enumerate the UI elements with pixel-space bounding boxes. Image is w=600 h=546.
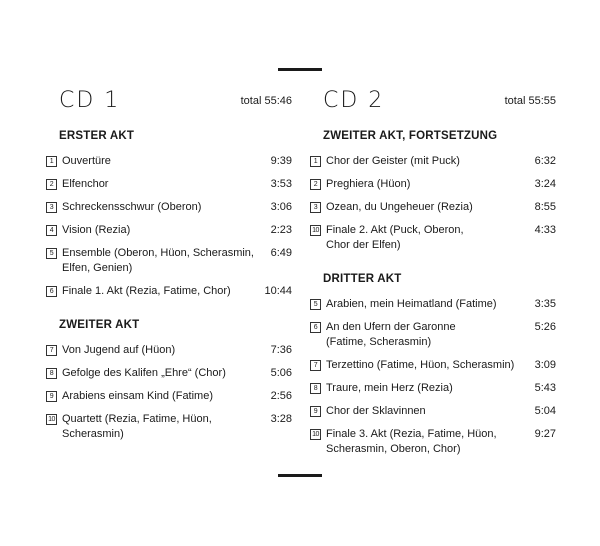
cd2-sections <box>310 128 556 457</box>
track-row <box>46 246 292 276</box>
track-duration: 3:35 <box>534 298 556 310</box>
track-title: Finale 2. Akt (Puck, Oberon, Chor der Elfen) <box>326 224 464 251</box>
track-title: Terzettino (Fatime, Hüon, Scherasmin) <box>326 359 515 371</box>
track-row <box>46 389 292 404</box>
track-row <box>46 177 292 192</box>
cd2-header <box>310 88 556 124</box>
track-number-box: 9 <box>46 391 57 402</box>
track-duration: 5:04 <box>534 405 556 417</box>
track-number-box: 9 <box>310 406 321 417</box>
track-number-box: 4 <box>46 225 57 236</box>
track-row <box>46 223 292 238</box>
track-number-box: 10 <box>46 414 57 425</box>
section-heading: ERSTER AKT <box>59 130 135 142</box>
track-number-box: 7 <box>310 360 321 371</box>
track-row <box>46 154 292 169</box>
track-duration: 5:26 <box>534 321 556 333</box>
track-row <box>46 343 292 358</box>
cd1-column <box>46 88 292 442</box>
track-number-box: 5 <box>310 299 321 310</box>
track-title: Finale 3. Akt (Rezia, Fatime, Hüon, Scherasmin, Oberon, Chor) <box>326 428 497 455</box>
section-heading: ZWEITER AKT <box>59 319 140 331</box>
track-duration: 8:55 <box>534 201 556 213</box>
track-duration: 9:27 <box>534 428 556 440</box>
cd2-total: total 55:55 <box>504 95 556 107</box>
bottom-divider <box>278 474 322 477</box>
track-title: Quartett (Rezia, Fatime, Hüon, Scherasmin) <box>62 413 212 440</box>
track-row <box>310 297 556 312</box>
section-heading: ZWEITER AKT, FORTSETZUNG <box>323 130 498 142</box>
track-duration: 3:53 <box>270 178 292 190</box>
track-number-box: 7 <box>46 345 57 356</box>
track-title: An den Ufern der Garonne (Fatime, Scherasmin) <box>326 321 456 348</box>
track-row <box>310 427 556 457</box>
track-duration: 6:49 <box>270 247 292 259</box>
track-row <box>310 404 556 419</box>
track-duration: 3:06 <box>270 201 292 213</box>
track-duration: 6:32 <box>534 155 556 167</box>
track-title: Chor der Geister (mit Puck) <box>326 155 460 167</box>
track-row <box>310 177 556 192</box>
track-duration: 3:09 <box>534 359 556 371</box>
section-heading: DRITTER AKT <box>323 273 402 285</box>
track-duration: 4:33 <box>534 224 556 236</box>
track-number-box: 1 <box>310 156 321 167</box>
track-number-box: 5 <box>46 248 57 259</box>
track-title: Ouvertüre <box>62 155 111 167</box>
track-duration: 9:39 <box>270 155 292 167</box>
track-number-box: 3 <box>46 202 57 213</box>
track-number-box: 3 <box>310 202 321 213</box>
track-title: Elfenchor <box>62 178 109 190</box>
track-row <box>310 223 556 253</box>
track-row <box>310 320 556 350</box>
track-row <box>310 358 556 373</box>
track-number-box: 10 <box>310 429 321 440</box>
track-title: Chor der Sklavinnen <box>326 405 426 417</box>
track-duration: 3:28 <box>270 413 292 425</box>
track-title: Arabien, mein Heimatland (Fatime) <box>326 298 497 310</box>
cd1-total: total 55:46 <box>240 95 292 107</box>
track-title: Schreckensschwur (Oberon) <box>62 201 202 213</box>
track-number-box: 2 <box>310 179 321 190</box>
track-duration: 2:23 <box>270 224 292 236</box>
track-row <box>310 154 556 169</box>
track-row <box>46 284 292 299</box>
track-duration: 3:24 <box>534 178 556 190</box>
cd1-header <box>46 88 292 124</box>
track-title: Ozean, du Ungeheuer (Rezia) <box>326 201 473 213</box>
track-number-box: 6 <box>310 322 321 333</box>
track-number-box: 6 <box>46 286 57 297</box>
cd1-sections <box>46 128 292 442</box>
track-number-box: 2 <box>46 179 57 190</box>
track-number-box: 8 <box>310 383 321 394</box>
track-title: Ensemble (Oberon, Hüon, Scherasmin, Elfen, Genien) <box>62 247 254 274</box>
track-number-box: 8 <box>46 368 57 379</box>
track-row <box>46 412 292 442</box>
track-title: Arabiens einsam Kind (Fatime) <box>62 390 214 402</box>
top-divider <box>278 68 322 71</box>
cd2-column <box>310 88 556 457</box>
track-title: Gefolge des Kalifen „Ehre“ (Chor) <box>62 367 226 379</box>
track-row <box>46 200 292 215</box>
track-title: Finale 1. Akt (Rezia, Fatime, Chor) <box>62 285 231 297</box>
track-title: Vision (Rezia) <box>62 224 131 236</box>
track-title: Von Jugend auf (Hüon) <box>62 344 176 356</box>
track-duration: 2:56 <box>270 390 292 402</box>
track-title: Traure, mein Herz (Rezia) <box>326 382 453 394</box>
track-number-box: 10 <box>310 225 321 236</box>
track-duration: 5:06 <box>270 367 292 379</box>
cd1-title: CD 1 <box>59 88 121 113</box>
track-duration: 10:44 <box>264 285 292 297</box>
track-number-box: 1 <box>46 156 57 167</box>
cd2-title: CD 2 <box>323 88 385 113</box>
track-duration: 5:43 <box>534 382 556 394</box>
track-duration: 7:36 <box>270 344 292 356</box>
track-row <box>310 200 556 215</box>
track-row <box>310 381 556 396</box>
track-row <box>46 366 292 381</box>
track-title: Preghiera (Hüon) <box>326 178 411 190</box>
